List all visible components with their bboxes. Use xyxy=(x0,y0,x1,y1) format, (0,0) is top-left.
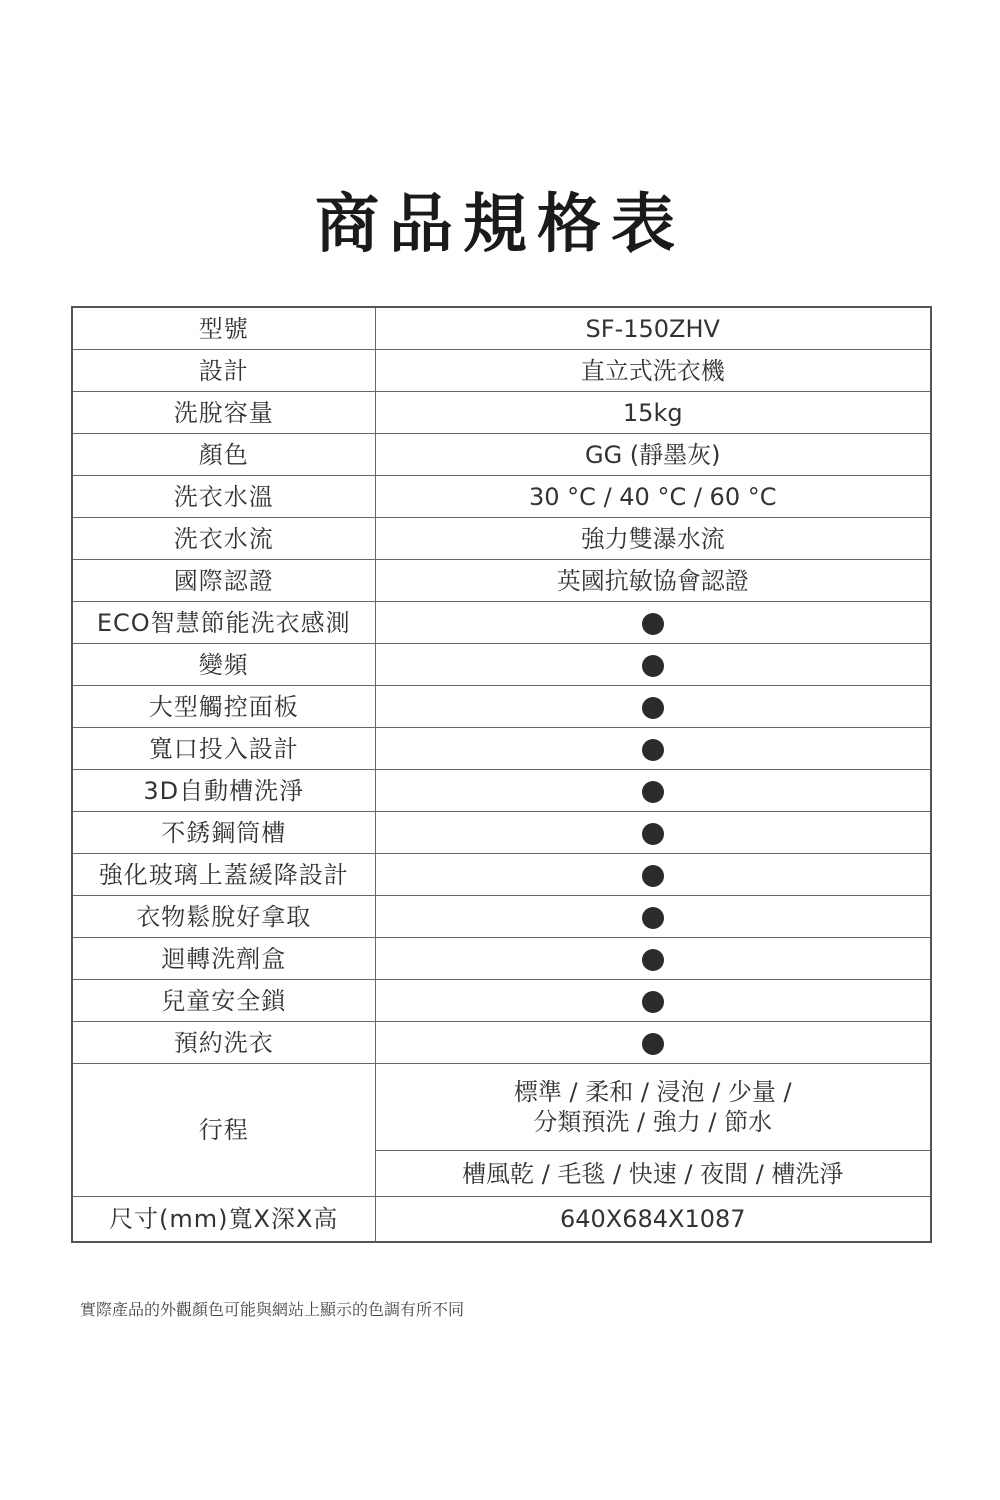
spec-row-easy-unload xyxy=(72,896,931,938)
spec-row-wide-opening xyxy=(72,728,931,770)
spec-value xyxy=(375,938,931,980)
spec-label: 兒童安全鎖 xyxy=(72,980,375,1022)
spec-value xyxy=(375,728,931,770)
spec-label: 大型觸控面板 xyxy=(72,686,375,728)
spec-label: 國際認證 xyxy=(72,560,375,602)
feature-dot-icon xyxy=(642,655,664,677)
feature-dot-icon xyxy=(642,697,664,719)
spec-value: 640X684X1087 xyxy=(375,1197,931,1243)
spec-table xyxy=(71,306,932,1243)
course-line-1: 標準 / 柔和 / 浸泡 / 少量 / xyxy=(513,1078,792,1106)
spec-value xyxy=(375,896,931,938)
spec-row-capacity xyxy=(72,392,931,434)
spec-row-water-temp xyxy=(72,476,931,518)
spec-row-3d-tub-clean xyxy=(72,770,931,812)
disclaimer-note: 實際產品的外觀顏色可能與網站上顯示的色調有所不同 xyxy=(80,1300,465,1319)
spec-label: 洗衣水流 xyxy=(72,518,375,560)
spec-label: 顏色 xyxy=(72,434,375,476)
spec-label: 設計 xyxy=(72,350,375,392)
feature-dot-icon xyxy=(642,949,664,971)
spec-value xyxy=(375,980,931,1022)
spec-row-eco-sensor xyxy=(72,602,931,644)
spec-value xyxy=(375,812,931,854)
spec-row-color xyxy=(72,434,931,476)
spec-label: 尺寸(mm)寬X深X高 xyxy=(72,1197,375,1243)
spec-value: SF-150ZHV xyxy=(375,307,931,350)
spec-row-course xyxy=(72,1064,931,1151)
spec-label: 變頻 xyxy=(72,644,375,686)
spec-row-certification xyxy=(72,560,931,602)
spec-row-glass-lid xyxy=(72,854,931,896)
spec-label: ECO智慧節能洗衣感測 xyxy=(72,602,375,644)
spec-label: 寬口投入設計 xyxy=(72,728,375,770)
spec-row-child-lock xyxy=(72,980,931,1022)
spec-value: 15kg xyxy=(375,392,931,434)
spec-value: 30 °C / 40 °C / 60 °C xyxy=(375,476,931,518)
spec-row-stainless-tub xyxy=(72,812,931,854)
feature-dot-icon xyxy=(642,1033,664,1055)
feature-dot-icon xyxy=(642,991,664,1013)
feature-dot-icon xyxy=(642,739,664,761)
spec-value: 強力雙瀑水流 xyxy=(375,518,931,560)
feature-dot-icon xyxy=(642,613,664,635)
spec-row-detergent-box xyxy=(72,938,931,980)
feature-dot-icon xyxy=(642,823,664,845)
spec-label: 型號 xyxy=(72,307,375,350)
spec-label: 洗脫容量 xyxy=(72,392,375,434)
spec-value-course-primary xyxy=(375,1064,931,1151)
feature-dot-icon xyxy=(642,907,664,929)
spec-value: GG (靜墨灰) xyxy=(375,434,931,476)
spec-label: 強化玻璃上蓋緩降設計 xyxy=(72,854,375,896)
spec-row-dimensions xyxy=(72,1197,931,1243)
spec-value xyxy=(375,644,931,686)
course-line-2: 分類預洗 / 強力 / 節水 xyxy=(533,1108,773,1136)
spec-label: 行程 xyxy=(72,1064,375,1197)
spec-row-model xyxy=(72,307,931,350)
spec-label: 預約洗衣 xyxy=(72,1022,375,1064)
feature-dot-icon xyxy=(642,865,664,887)
spec-row-water-flow xyxy=(72,518,931,560)
spec-row-inverter xyxy=(72,644,931,686)
spec-label: 迴轉洗劑盒 xyxy=(72,938,375,980)
spec-label: 洗衣水溫 xyxy=(72,476,375,518)
spec-row-touch-panel xyxy=(72,686,931,728)
spec-value xyxy=(375,1022,931,1064)
spec-value xyxy=(375,602,931,644)
spec-label: 不銹鋼筒槽 xyxy=(72,812,375,854)
spec-label: 衣物鬆脫好拿取 xyxy=(72,896,375,938)
page-title: 商品規格表 xyxy=(315,188,685,262)
spec-row-design xyxy=(72,350,931,392)
spec-value: 直立式洗衣機 xyxy=(375,350,931,392)
spec-value xyxy=(375,686,931,728)
spec-row-timer xyxy=(72,1022,931,1064)
spec-value xyxy=(375,770,931,812)
spec-value-course-secondary: 槽風乾 / 毛毯 / 快速 / 夜間 / 槽洗淨 xyxy=(375,1151,931,1197)
spec-value xyxy=(375,854,931,896)
spec-label: 3D自動槽洗淨 xyxy=(72,770,375,812)
spec-value: 英國抗敏協會認證 xyxy=(375,560,931,602)
feature-dot-icon xyxy=(642,781,664,803)
